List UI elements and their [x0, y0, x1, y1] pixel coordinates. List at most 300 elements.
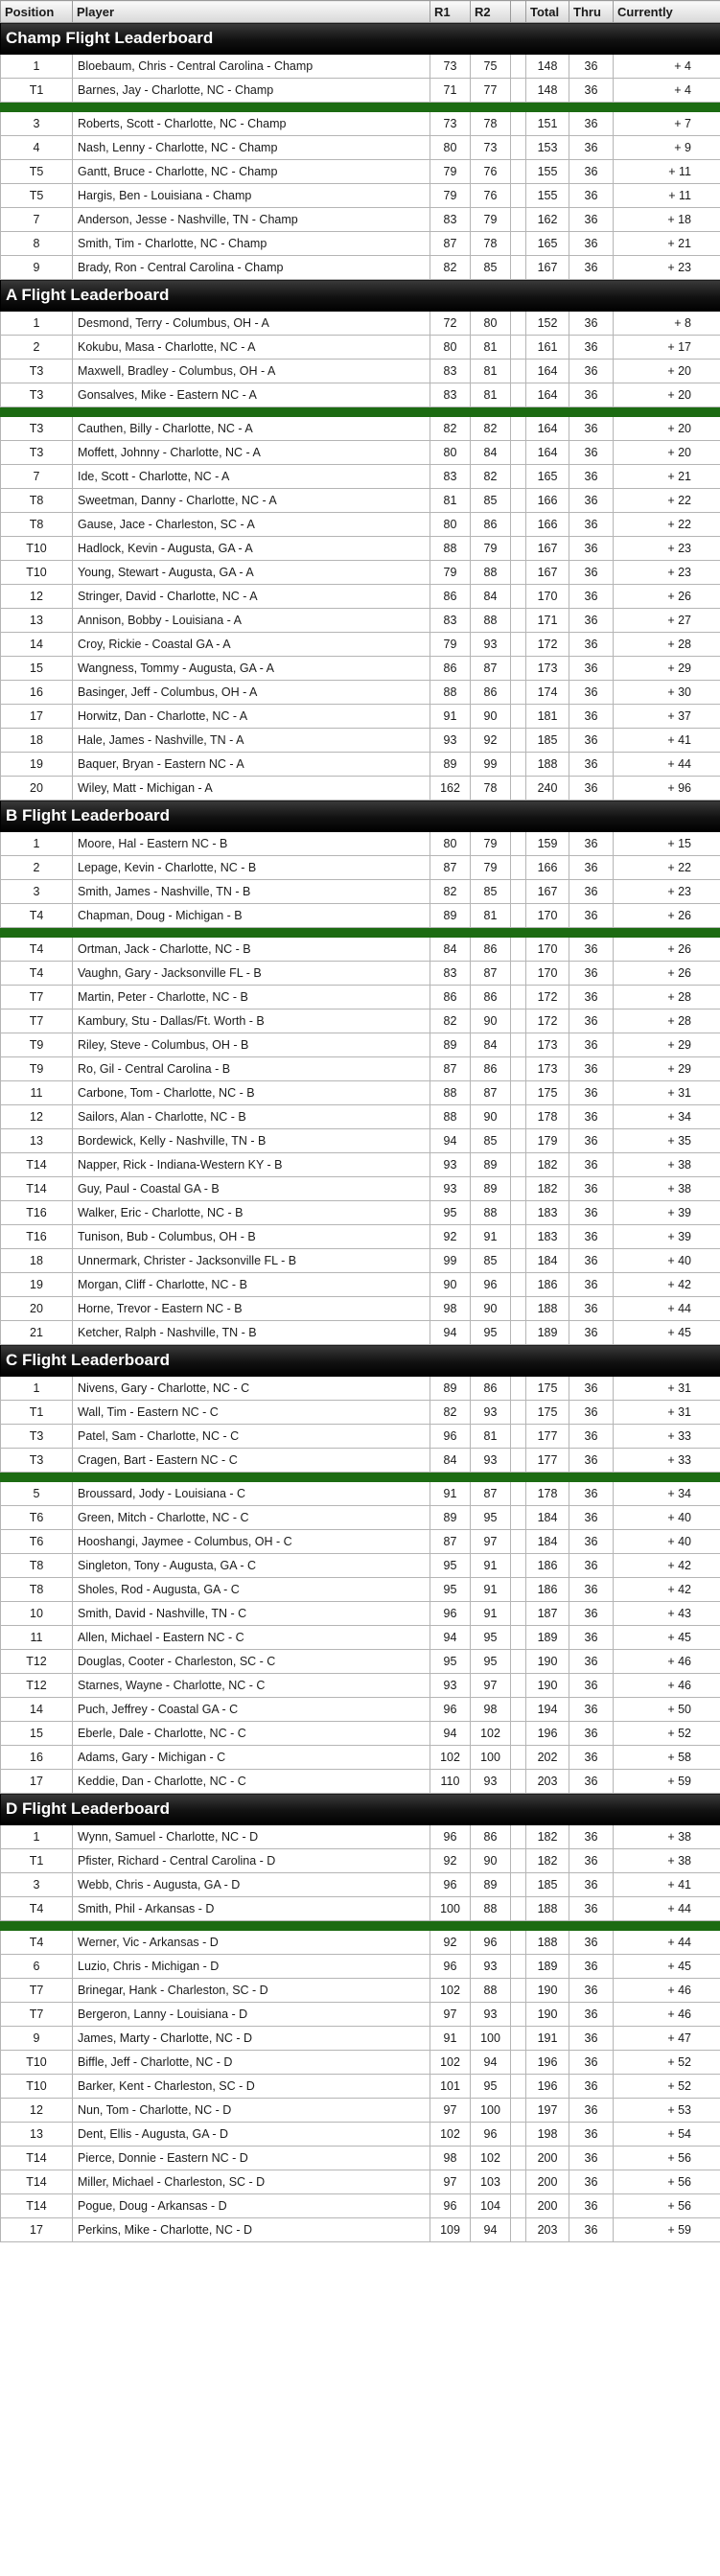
total-cell: 182 [526, 1177, 569, 1201]
r2-cell: 93 [471, 2003, 511, 2027]
total-cell: 148 [526, 55, 569, 79]
spacer-cell [511, 112, 526, 136]
currently-cell: + 4 [614, 79, 720, 103]
table-row [1, 705, 720, 729]
spacer-cell [511, 1746, 526, 1770]
player-cell: Young, Stewart - Augusta, GA - A [73, 561, 430, 585]
thru-cell: 36 [569, 729, 614, 753]
total-cell: 166 [526, 513, 569, 537]
spacer-cell [511, 1377, 526, 1401]
r2-cell: 76 [471, 160, 511, 184]
total-cell: 190 [526, 1979, 569, 2003]
position-cell: 2 [1, 856, 73, 880]
thru-cell: 36 [569, 256, 614, 280]
thru-cell: 36 [569, 336, 614, 360]
position-cell: T10 [1, 561, 73, 585]
thru-cell: 36 [569, 856, 614, 880]
thru-cell: 36 [569, 1825, 614, 1849]
currently-cell: + 18 [614, 208, 720, 232]
r1-cell: 89 [430, 1506, 471, 1530]
r2-cell: 91 [471, 1554, 511, 1578]
currently-cell: + 44 [614, 1931, 720, 1955]
player-cell: Horwitz, Dan - Charlotte, NC - A [73, 705, 430, 729]
header-total: Total [526, 1, 569, 23]
currently-cell: + 22 [614, 856, 720, 880]
r1-cell: 89 [430, 1033, 471, 1057]
thru-cell: 36 [569, 2123, 614, 2147]
r1-cell: 87 [430, 1530, 471, 1554]
table-row [1, 2123, 720, 2147]
thru-cell: 36 [569, 79, 614, 103]
spacer-cell [511, 55, 526, 79]
thru-cell: 36 [569, 383, 614, 407]
player-cell: Sweetman, Danny - Charlotte, NC - A [73, 489, 430, 513]
r2-cell: 90 [471, 1010, 511, 1033]
player-cell: Croy, Rickie - Coastal GA - A [73, 633, 430, 657]
r2-cell: 82 [471, 465, 511, 489]
r2-cell: 93 [471, 1955, 511, 1979]
thru-cell: 36 [569, 681, 614, 705]
total-cell: 165 [526, 465, 569, 489]
total-cell: 189 [526, 1955, 569, 1979]
table-row [1, 1201, 720, 1225]
currently-cell: + 59 [614, 2218, 720, 2242]
table-row [1, 1057, 720, 1081]
currently-cell: + 52 [614, 1722, 720, 1746]
currently-cell: + 26 [614, 904, 720, 928]
spacer-cell [511, 1931, 526, 1955]
table-row [1, 136, 720, 160]
r2-cell: 79 [471, 832, 511, 856]
r2-cell: 92 [471, 729, 511, 753]
position-cell: 13 [1, 609, 73, 633]
player-cell: Barnes, Jay - Charlotte, NC - Champ [73, 79, 430, 103]
r1-cell: 79 [430, 160, 471, 184]
thru-cell: 36 [569, 2170, 614, 2194]
table-row [1, 2147, 720, 2170]
player-cell: Gantt, Bruce - Charlotte, NC - Champ [73, 160, 430, 184]
position-cell: T6 [1, 1506, 73, 1530]
thru-cell: 36 [569, 1057, 614, 1081]
table-row [1, 1249, 720, 1273]
position-cell: 17 [1, 1770, 73, 1794]
cut-line [1, 103, 720, 112]
currently-cell: + 38 [614, 1153, 720, 1177]
player-cell: Wiley, Matt - Michigan - A [73, 777, 430, 801]
player-cell: Biffle, Jeff - Charlotte, NC - D [73, 2051, 430, 2075]
spacer-cell [511, 705, 526, 729]
r2-cell: 84 [471, 585, 511, 609]
header-r2: R2 [471, 1, 511, 23]
spacer-cell [511, 1955, 526, 1979]
position-cell: T1 [1, 1849, 73, 1873]
thru-cell: 36 [569, 1506, 614, 1530]
r1-cell: 80 [430, 336, 471, 360]
total-cell: 187 [526, 1602, 569, 1626]
r1-cell: 97 [430, 2099, 471, 2123]
total-cell: 194 [526, 1698, 569, 1722]
header-player: Player [73, 1, 430, 23]
position-cell: 4 [1, 136, 73, 160]
thru-cell: 36 [569, 489, 614, 513]
currently-cell: + 28 [614, 633, 720, 657]
r2-cell: 80 [471, 312, 511, 336]
total-cell: 185 [526, 1873, 569, 1897]
table-row [1, 256, 720, 280]
r1-cell: 86 [430, 657, 471, 681]
table-row [1, 2027, 720, 2051]
total-cell: 175 [526, 1401, 569, 1425]
header-currently: Currently [614, 1, 720, 23]
flight-header-row [1, 1794, 720, 1825]
currently-cell: + 33 [614, 1425, 720, 1449]
currently-cell: + 22 [614, 489, 720, 513]
r1-cell: 89 [430, 904, 471, 928]
table-row [1, 2003, 720, 2027]
table-row [1, 2051, 720, 2075]
position-cell: 16 [1, 681, 73, 705]
r1-cell: 96 [430, 1425, 471, 1449]
thru-cell: 36 [569, 1449, 614, 1473]
total-cell: 173 [526, 1033, 569, 1057]
total-cell: 164 [526, 360, 569, 383]
total-cell: 182 [526, 1153, 569, 1177]
r1-cell: 95 [430, 1578, 471, 1602]
thru-cell: 36 [569, 1849, 614, 1873]
r1-cell: 80 [430, 832, 471, 856]
r2-cell: 88 [471, 1897, 511, 1921]
position-cell: T3 [1, 441, 73, 465]
r1-cell: 80 [430, 441, 471, 465]
r1-cell: 86 [430, 585, 471, 609]
r1-cell: 88 [430, 681, 471, 705]
total-cell: 182 [526, 1825, 569, 1849]
r1-cell: 89 [430, 753, 471, 777]
currently-cell: + 38 [614, 1177, 720, 1201]
player-cell: Chapman, Doug - Michigan - B [73, 904, 430, 928]
r2-cell: 94 [471, 2218, 511, 2242]
r2-cell: 89 [471, 1873, 511, 1897]
position-cell: T9 [1, 1057, 73, 1081]
player-cell: Pfister, Richard - Central Carolina - D [73, 1849, 430, 1873]
player-cell: Kokubu, Masa - Charlotte, NC - A [73, 336, 430, 360]
r2-cell: 89 [471, 1153, 511, 1177]
r1-cell: 99 [430, 1249, 471, 1273]
thru-cell: 36 [569, 1578, 614, 1602]
r2-cell: 87 [471, 962, 511, 986]
spacer-cell [511, 2099, 526, 2123]
player-cell: Desmond, Terry - Columbus, OH - A [73, 312, 430, 336]
r1-cell: 89 [430, 1377, 471, 1401]
position-cell: T10 [1, 537, 73, 561]
thru-cell: 36 [569, 753, 614, 777]
total-cell: 185 [526, 729, 569, 753]
r1-cell: 83 [430, 360, 471, 383]
thru-cell: 36 [569, 55, 614, 79]
currently-cell: + 42 [614, 1273, 720, 1297]
header-spacer [511, 1, 526, 23]
player-cell: Pierce, Donnie - Eastern NC - D [73, 2147, 430, 2170]
thru-cell: 36 [569, 2051, 614, 2075]
thru-cell: 36 [569, 880, 614, 904]
spacer-cell [511, 2027, 526, 2051]
currently-cell: + 96 [614, 777, 720, 801]
thru-cell: 36 [569, 1873, 614, 1897]
currently-cell: + 9 [614, 136, 720, 160]
thru-cell: 36 [569, 1626, 614, 1650]
spacer-cell [511, 1249, 526, 1273]
r1-cell: 91 [430, 2027, 471, 2051]
position-cell: 10 [1, 1602, 73, 1626]
r2-cell: 89 [471, 1177, 511, 1201]
table-row [1, 1225, 720, 1249]
table-row [1, 1081, 720, 1105]
r1-cell: 80 [430, 513, 471, 537]
table-row [1, 729, 720, 753]
spacer-cell [511, 1033, 526, 1057]
table-row [1, 2218, 720, 2242]
player-cell: Guy, Paul - Coastal GA - B [73, 1177, 430, 1201]
position-cell: 19 [1, 1273, 73, 1297]
table-row [1, 1321, 720, 1345]
position-cell: 8 [1, 232, 73, 256]
spacer-cell [511, 2075, 526, 2099]
cut-line-bar [1, 407, 720, 417]
table-row [1, 336, 720, 360]
cut-line [1, 1921, 720, 1931]
currently-cell: + 11 [614, 160, 720, 184]
thru-cell: 36 [569, 1554, 614, 1578]
thru-cell: 36 [569, 1746, 614, 1770]
total-cell: 200 [526, 2170, 569, 2194]
currently-cell: + 34 [614, 1105, 720, 1129]
r1-cell: 87 [430, 232, 471, 256]
total-cell: 161 [526, 336, 569, 360]
r2-cell: 81 [471, 360, 511, 383]
spacer-cell [511, 777, 526, 801]
thru-cell: 36 [569, 232, 614, 256]
cut-line [1, 407, 720, 417]
r1-cell: 72 [430, 312, 471, 336]
r2-cell: 73 [471, 136, 511, 160]
r2-cell: 93 [471, 1449, 511, 1473]
player-cell: Patel, Sam - Charlotte, NC - C [73, 1425, 430, 1449]
player-cell: Martin, Peter - Charlotte, NC - B [73, 986, 430, 1010]
r1-cell: 79 [430, 184, 471, 208]
total-cell: 167 [526, 561, 569, 585]
position-cell: T7 [1, 2003, 73, 2027]
r1-cell: 94 [430, 1626, 471, 1650]
spacer-cell [511, 2123, 526, 2147]
table-row [1, 184, 720, 208]
currently-cell: + 27 [614, 609, 720, 633]
player-cell: Gause, Jace - Charleston, SC - A [73, 513, 430, 537]
player-cell: Luzio, Chris - Michigan - D [73, 1955, 430, 1979]
player-cell: Moffett, Johnny - Charlotte, NC - A [73, 441, 430, 465]
position-cell: 12 [1, 1105, 73, 1129]
position-cell: T4 [1, 1931, 73, 1955]
spacer-cell [511, 1897, 526, 1921]
player-cell: Starnes, Wayne - Charlotte, NC - C [73, 1674, 430, 1698]
r1-cell: 88 [430, 1105, 471, 1129]
thru-cell: 36 [569, 938, 614, 962]
r2-cell: 86 [471, 513, 511, 537]
table-row [1, 79, 720, 103]
spacer-cell [511, 465, 526, 489]
leaderboard-body [1, 23, 720, 2242]
position-cell: 9 [1, 256, 73, 280]
currently-cell: + 58 [614, 1746, 720, 1770]
table-row [1, 561, 720, 585]
thru-cell: 36 [569, 513, 614, 537]
thru-cell: 36 [569, 1482, 614, 1506]
position-cell: T12 [1, 1674, 73, 1698]
position-cell: T8 [1, 513, 73, 537]
spacer-cell [511, 136, 526, 160]
position-cell: T5 [1, 184, 73, 208]
r2-cell: 99 [471, 753, 511, 777]
thru-cell: 36 [569, 986, 614, 1010]
position-cell: 3 [1, 880, 73, 904]
header-position: Position [1, 1, 73, 23]
r2-cell: 79 [471, 856, 511, 880]
thru-cell: 36 [569, 1201, 614, 1225]
position-cell: T6 [1, 1530, 73, 1554]
thru-cell: 36 [569, 2218, 614, 2242]
spacer-cell [511, 2051, 526, 2075]
player-cell: Ro, Gil - Central Carolina - B [73, 1057, 430, 1081]
currently-cell: + 46 [614, 2003, 720, 2027]
r2-cell: 86 [471, 681, 511, 705]
thru-cell: 36 [569, 2027, 614, 2051]
r1-cell: 84 [430, 938, 471, 962]
table-row [1, 1698, 720, 1722]
spacer-cell [511, 2003, 526, 2027]
currently-cell: + 52 [614, 2051, 720, 2075]
total-cell: 196 [526, 2075, 569, 2099]
table-row [1, 1105, 720, 1129]
position-cell: 3 [1, 112, 73, 136]
total-cell: 164 [526, 383, 569, 407]
player-cell: Wynn, Samuel - Charlotte, NC - D [73, 1825, 430, 1849]
player-cell: Annison, Bobby - Louisiana - A [73, 609, 430, 633]
total-cell: 172 [526, 1010, 569, 1033]
player-cell: Ortman, Jack - Charlotte, NC - B [73, 938, 430, 962]
r1-cell: 92 [430, 1225, 471, 1249]
player-cell: Nun, Tom - Charlotte, NC - D [73, 2099, 430, 2123]
currently-cell: + 33 [614, 1449, 720, 1473]
currently-cell: + 30 [614, 681, 720, 705]
r2-cell: 87 [471, 1081, 511, 1105]
r1-cell: 97 [430, 2003, 471, 2027]
player-cell: Walker, Eric - Charlotte, NC - B [73, 1201, 430, 1225]
thru-cell: 36 [569, 360, 614, 383]
position-cell: 16 [1, 1746, 73, 1770]
spacer-cell [511, 880, 526, 904]
position-cell: 11 [1, 1081, 73, 1105]
spacer-cell [511, 681, 526, 705]
currently-cell: + 44 [614, 1897, 720, 1921]
r1-cell: 94 [430, 1129, 471, 1153]
table-row [1, 609, 720, 633]
position-cell: 1 [1, 55, 73, 79]
cut-line [1, 1473, 720, 1482]
r2-cell: 86 [471, 938, 511, 962]
currently-cell: + 7 [614, 112, 720, 136]
flight-header-row [1, 1345, 720, 1377]
player-cell: Nash, Lenny - Charlotte, NC - Champ [73, 136, 430, 160]
table-row [1, 465, 720, 489]
thru-cell: 36 [569, 1401, 614, 1425]
thru-cell: 36 [569, 184, 614, 208]
player-cell: Adams, Gary - Michigan - C [73, 1746, 430, 1770]
currently-cell: + 37 [614, 705, 720, 729]
total-cell: 153 [526, 136, 569, 160]
r2-cell: 98 [471, 1698, 511, 1722]
total-cell: 178 [526, 1482, 569, 1506]
thru-cell: 36 [569, 1602, 614, 1626]
thru-cell: 36 [569, 2003, 614, 2027]
thru-cell: 36 [569, 112, 614, 136]
currently-cell: + 56 [614, 2194, 720, 2218]
r1-cell: 82 [430, 417, 471, 441]
position-cell: T3 [1, 1425, 73, 1449]
r2-cell: 76 [471, 184, 511, 208]
thru-cell: 36 [569, 1321, 614, 1345]
position-cell: 15 [1, 1722, 73, 1746]
thru-cell: 36 [569, 1273, 614, 1297]
table-row [1, 856, 720, 880]
r1-cell: 82 [430, 1401, 471, 1425]
r2-cell: 81 [471, 383, 511, 407]
currently-cell: + 40 [614, 1506, 720, 1530]
thru-cell: 36 [569, 441, 614, 465]
table-row [1, 1746, 720, 1770]
total-cell: 188 [526, 753, 569, 777]
currently-cell: + 43 [614, 1602, 720, 1626]
table-row [1, 2075, 720, 2099]
position-cell: T5 [1, 160, 73, 184]
currently-cell: + 34 [614, 1482, 720, 1506]
table-row [1, 938, 720, 962]
table-row [1, 681, 720, 705]
currently-cell: + 17 [614, 336, 720, 360]
thru-cell: 36 [569, 1674, 614, 1698]
spacer-cell [511, 585, 526, 609]
currently-cell: + 26 [614, 585, 720, 609]
spacer-cell [511, 1153, 526, 1177]
r2-cell: 86 [471, 1377, 511, 1401]
r2-cell: 95 [471, 1321, 511, 1345]
spacer-cell [511, 1849, 526, 1873]
position-cell: 14 [1, 633, 73, 657]
position-cell: 1 [1, 832, 73, 856]
total-cell: 166 [526, 489, 569, 513]
position-cell: T10 [1, 2075, 73, 2099]
position-cell: T3 [1, 383, 73, 407]
table-row [1, 513, 720, 537]
r1-cell: 101 [430, 2075, 471, 2099]
spacer-cell [511, 417, 526, 441]
spacer-cell [511, 1425, 526, 1449]
thru-cell: 36 [569, 1105, 614, 1129]
currently-cell: + 45 [614, 1955, 720, 1979]
currently-cell: + 20 [614, 360, 720, 383]
r2-cell: 85 [471, 256, 511, 280]
total-cell: 186 [526, 1273, 569, 1297]
spacer-cell [511, 1674, 526, 1698]
currently-cell: + 42 [614, 1554, 720, 1578]
